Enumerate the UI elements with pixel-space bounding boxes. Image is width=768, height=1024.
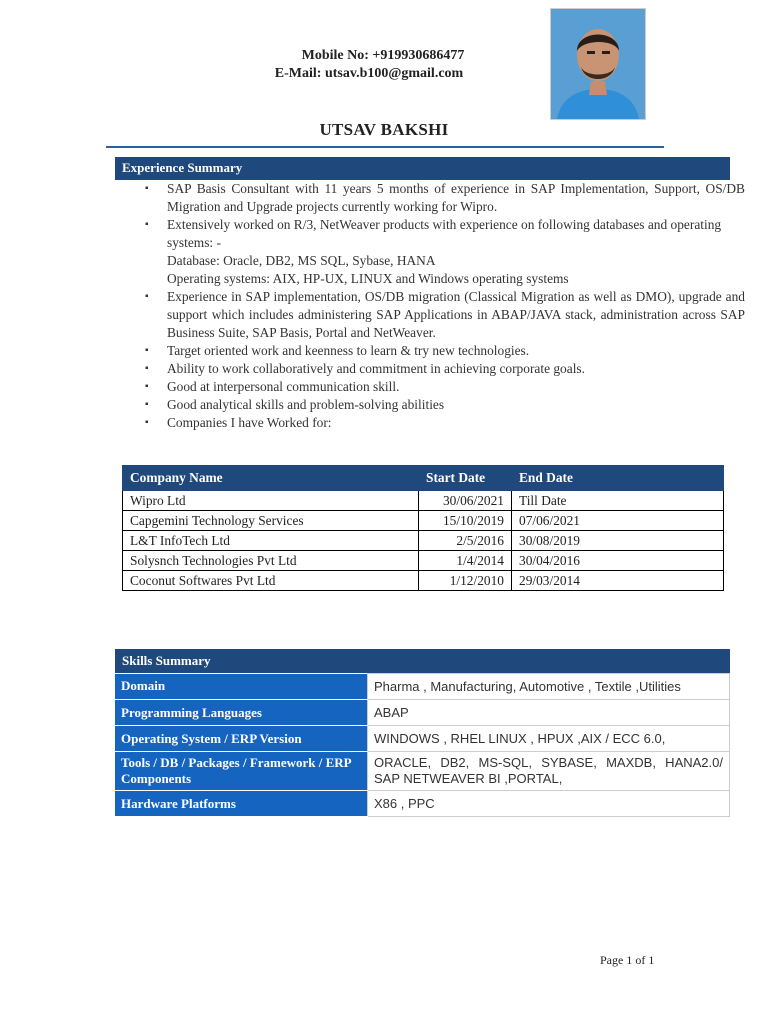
table-row [123,571,724,591]
col-end-date: End Date [512,466,724,491]
start-date-cell: 2/5/2016 [419,531,512,551]
table-row [115,674,730,700]
experience-bullet [167,360,745,378]
bullet-text: Experience in SAP implementation, OS/DB migration (Classical Migration as well as DMO), upgrade and support which includes administering SAP Applications in ABAP/JAVA stack, administration across SAP Business Suite, SAP Basis, Portal and NetWeaver. [167,289,745,340]
skills-summary-heading: Skills Summary [115,649,730,673]
page-number: Page 1 of 1 [600,953,655,967]
experience-list [145,180,745,432]
bullet-text: Database: Oracle, DB2, MS SQL, Sybase, HANA [167,253,436,268]
skill-value-cell: X86 , PPC [368,791,730,817]
table-row [115,700,730,726]
experience-bullet [167,396,745,414]
skill-category-cell: Hardware Platforms [115,791,368,817]
bullet-text: Target oriented work and keenness to learn & try new technologies. [167,343,530,358]
skill-value-cell: ABAP [368,700,730,726]
skill-value-cell: WINDOWS , RHEL LINUX , HPUX ,AIX / ECC 6.0, [368,726,730,752]
table-row [115,726,730,752]
skill-category-cell: Domain [115,674,368,700]
bullet-text: Good at interpersonal communication skill. [167,379,400,394]
experience-bullet [167,414,745,432]
company-name-cell: Capgemini Technology Services [123,511,419,531]
col-start-date: Start Date [419,466,512,491]
end-date-cell: 07/06/2021 [512,511,724,531]
start-date-cell: 1/12/2010 [419,571,512,591]
end-date-cell: 30/08/2019 [512,531,724,551]
company-table [122,465,724,591]
start-date-cell: 15/10/2019 [419,511,512,531]
experience-summary-heading: Experience Summary [115,157,730,180]
skills-table [115,673,730,817]
skill-category-cell: Operating System / ERP Version [115,726,368,752]
bullet-text: Good analytical skills and problem-solving abilities [167,397,445,412]
bullet-text: SAP Basis Consultant with 11 years 5 months of experience in SAP Implementation, Support, OS/DB Migration and Upgrade projects currently working for Wipro. [167,181,745,214]
company-table-header [123,466,724,491]
experience-bullet [167,342,745,360]
profile-photo [550,8,646,120]
company-name-cell: L&T InfoTech Ltd [123,531,419,551]
start-date-cell: 30/06/2021 [419,491,512,511]
mobile-number: Mobile No: +919930686477 [301,48,465,63]
bullet-text: Operating systems: AIX, HP-UX, LINUX and Windows operating systems [167,271,569,286]
table-row [115,752,730,791]
header-divider [106,146,664,148]
start-date-cell: 1/4/2014 [419,551,512,571]
experience-bullet [167,378,745,396]
table-row [123,551,724,571]
col-company-name: Company Name [123,466,419,491]
table-row [123,511,724,531]
email-address: E-Mail: utsav.b100@gmail.com [274,66,464,81]
experience-bullet [167,180,745,216]
person-photo-icon [551,9,645,119]
skill-value-cell: Pharma , Manufacturing, Automotive , Textile ,Utilities [368,674,730,700]
table-row [123,531,724,551]
experience-bullet [167,288,745,342]
skill-value-cell: ORACLE, DB2, MS-SQL, SYBASE, MAXDB, HANA2.0/ SAP NETWEAVER BI ,PORTAL, [368,752,730,791]
end-date-cell: Till Date [512,491,724,511]
candidate-name: UTSAV BAKSHI [319,120,449,139]
company-name-cell: Wipro Ltd [123,491,419,511]
table-row [115,791,730,817]
end-date-cell: 30/04/2016 [512,551,724,571]
experience-bullet [167,216,745,288]
end-date-cell: 29/03/2014 [512,571,724,591]
company-name-cell: Solysnch Technologies Pvt Ltd [123,551,419,571]
company-name-cell: Coconut Softwares Pvt Ltd [123,571,419,591]
bullet-text: ▪ Extensively worked on R/3, NetWeaver products with experience on following databases and operating systems: - [167,217,722,250]
table-row [123,491,724,511]
bullet-text: Ability to work collaboratively and commitment in achieving corporate goals. [167,361,585,376]
skill-category-cell: Tools / DB / Packages / Framework / ERP Components [115,752,368,791]
contact-block [0,47,768,83]
skill-category-cell: Programming Languages [115,700,368,726]
bullet-text: Companies I have Worked for: [167,415,332,430]
